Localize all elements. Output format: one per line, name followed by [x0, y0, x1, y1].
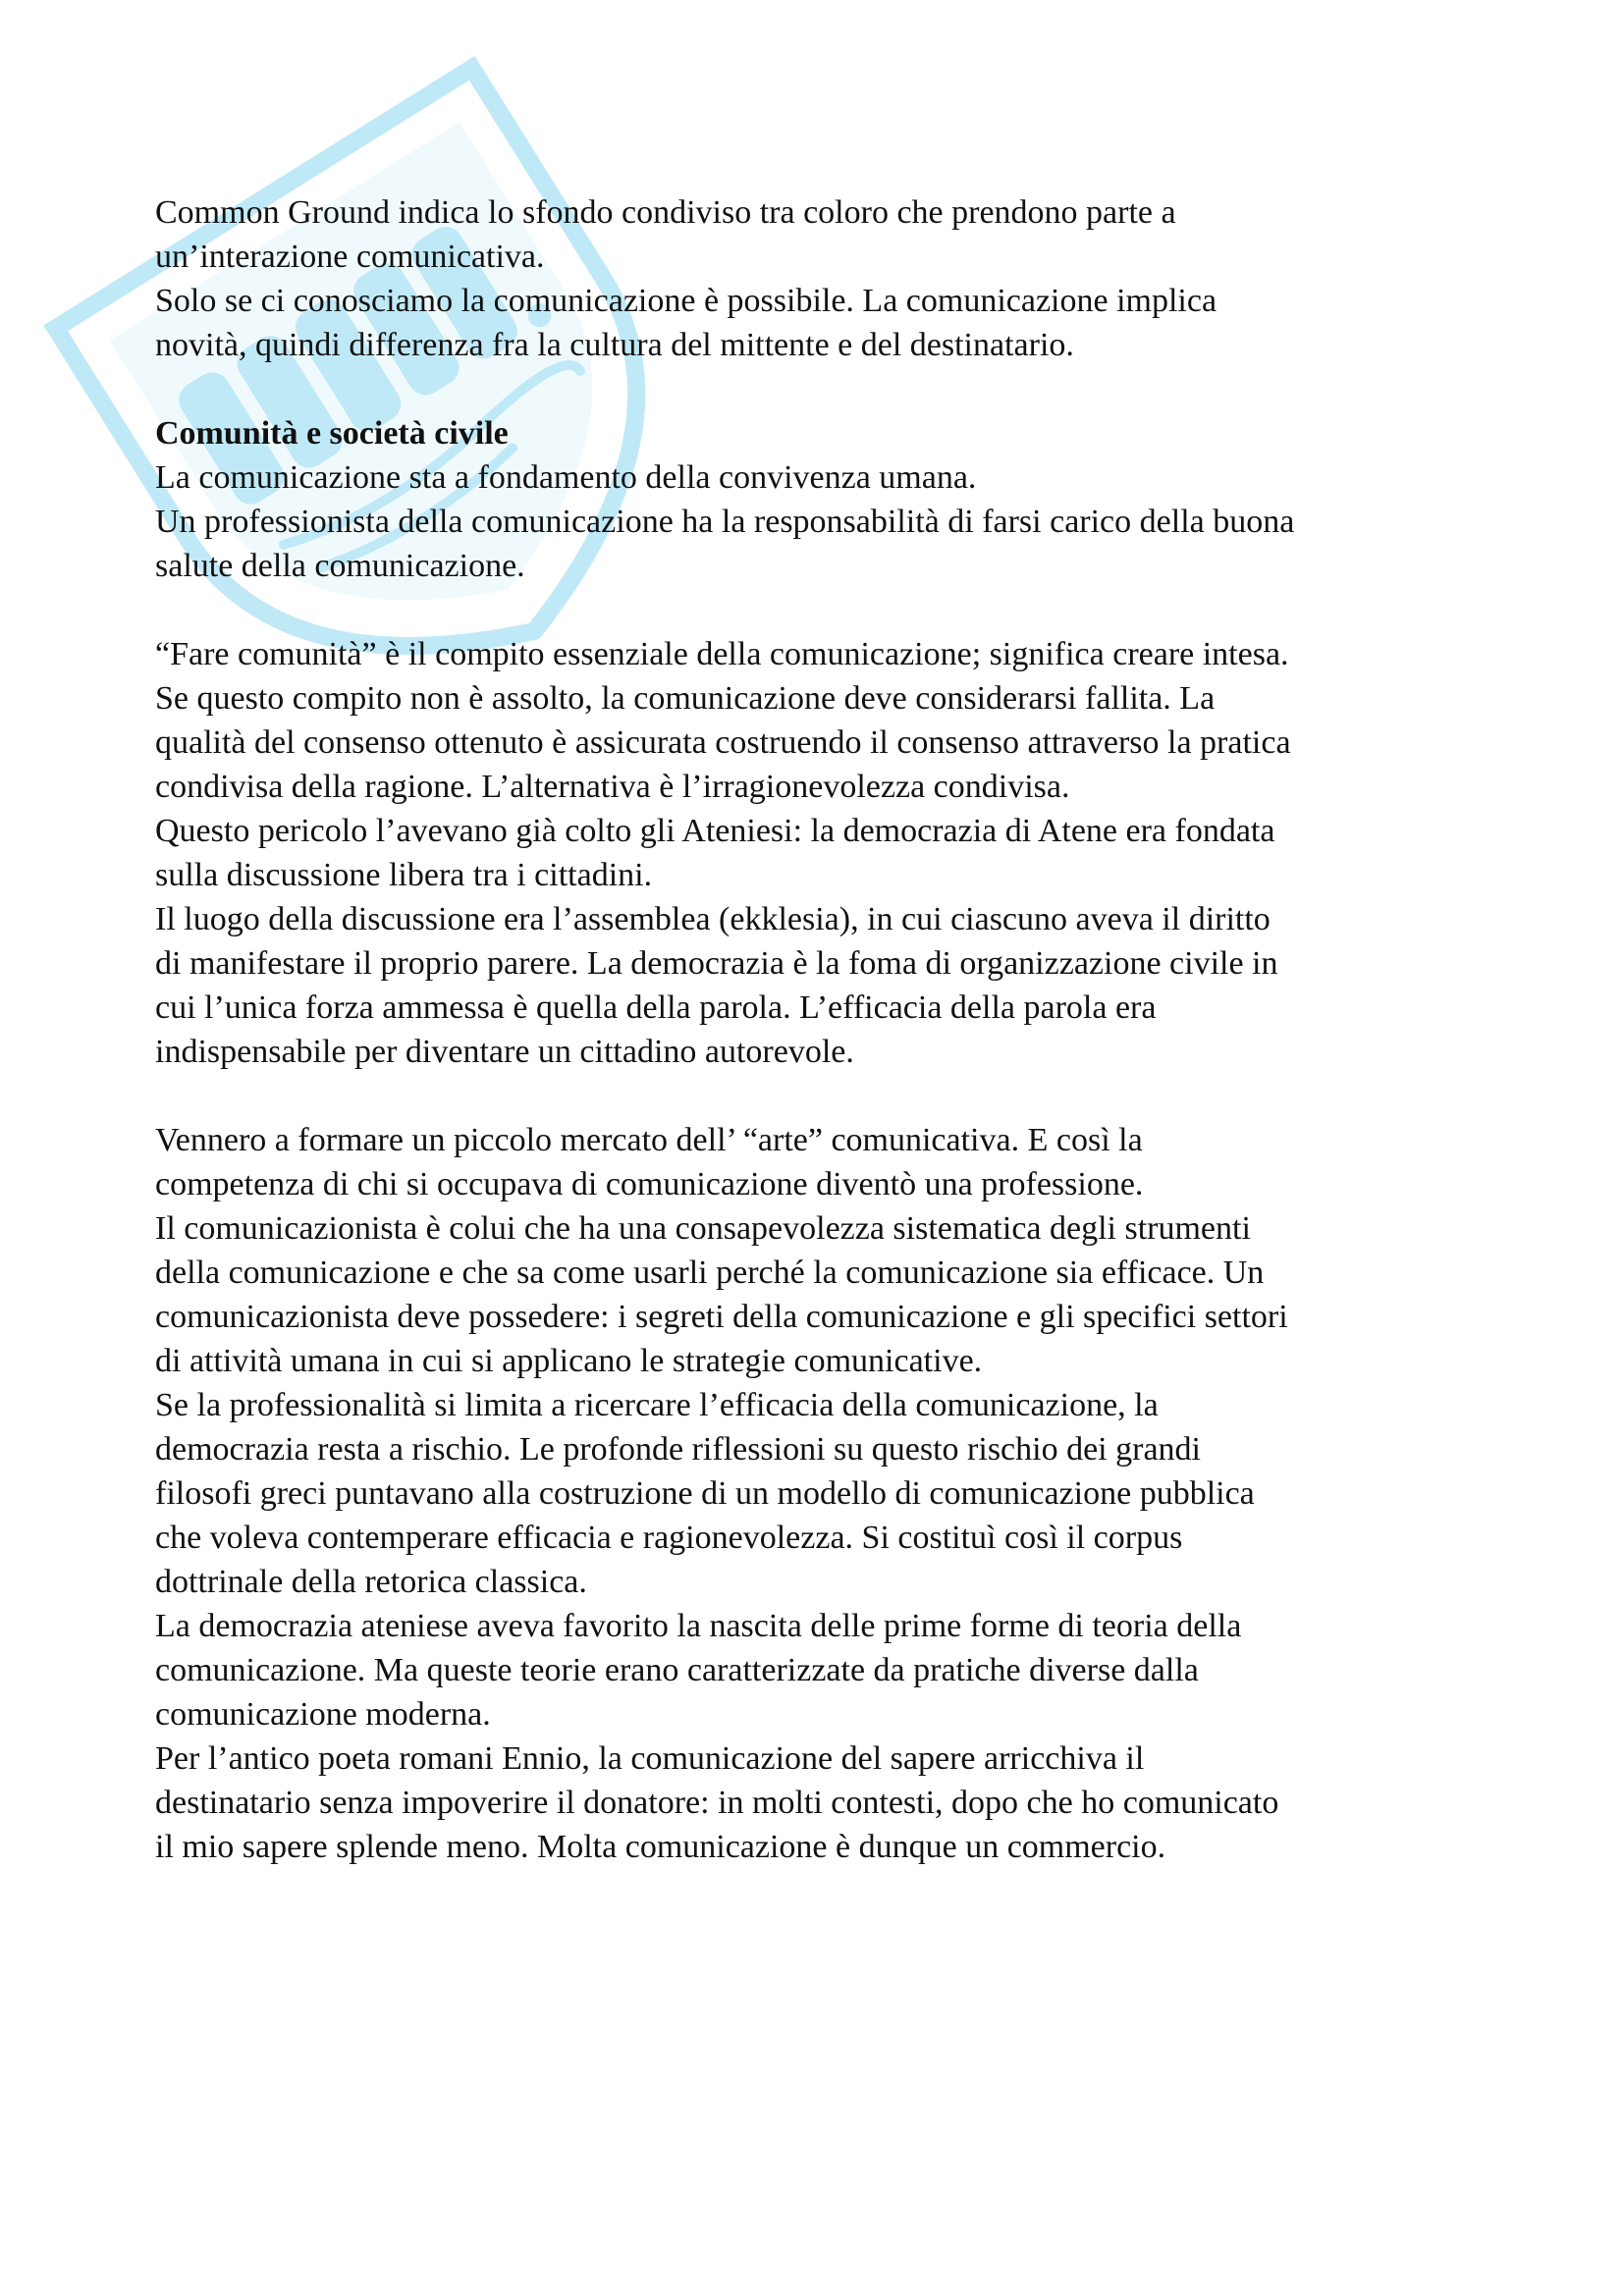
text-line: Questo pericolo l’avevano già colto gli Ateniesi: la democrazia di Atene era fondata [155, 813, 1275, 849]
text-line: Se la professionalità si limita a ricercare l’efficacia della comunicazione, la [155, 1387, 1159, 1423]
text-line: di manifestare il proprio parere. La democrazia è la foma di organizzazione civile in [155, 945, 1278, 982]
document-page [155, 190, 1490, 1913]
paragraph-fare-comunita [155, 632, 1490, 1074]
text-line: un’interazione comunicativa. [155, 239, 545, 275]
text-line: Per l’antico poeta romani Ennio, la comunicazione del sapere arricchiva il [155, 1740, 1145, 1777]
text-line: qualità del consenso ottenuto è assicurata costruendo il consenso attraverso la pratica [155, 724, 1291, 761]
text-line: filosofi greci puntavano alla costruzione di un modello di comunicazione pubblica [155, 1475, 1255, 1512]
text-line: che voleva contemperare efficacia e ragionevolezza. Si costituì così il corpus [155, 1520, 1183, 1556]
text-line: Il comunicazionista è colui che ha una consapevolezza sistematica degli strumenti [155, 1210, 1251, 1247]
text-line: “Fare comunità” è il compito essenziale della comunicazione; significa creare intesa. [155, 636, 1289, 672]
text-line: destinatario senza impoverire il donatore: in molti contesti, dopo che ho comunicato [155, 1785, 1279, 1821]
text-line: Un professionista della comunicazione ha la responsabilità di farsi carico della buona [155, 504, 1295, 540]
section-heading: Comunità e società civile [155, 415, 509, 452]
text-line: Vennero a formare un piccolo mercato dell’ “arte” comunicativa. E così la [155, 1122, 1143, 1158]
text-line: democrazia resta a rischio. Le profonde riflessioni su questo rischio dei grandi [155, 1431, 1201, 1468]
text-line: della comunicazione e che sa come usarli perché la comunicazione sia efficace. Un [155, 1255, 1265, 1291]
paragraph-common-ground [155, 190, 1490, 367]
text-line: comunicazione. Ma queste teorie erano caratterizzate da pratiche diverse dalla [155, 1652, 1199, 1688]
text-line: indispensabile per diventare un cittadino autorevole. [155, 1034, 854, 1070]
text-line: comunicazionista deve possedere: i segreti della comunicazione e gli specifici settori [155, 1299, 1288, 1335]
text-line: di attività umana in cui si applicano le strategie comunicative. [155, 1343, 983, 1379]
text-line: Il luogo della discussione era l’assemblea (ekklesia), in cui ciascuno aveva il diritto [155, 901, 1271, 937]
text-line: salute della comunicazione. [155, 548, 525, 584]
text-line: cui l’unica forza ammessa è quella della parola. L’efficacia della parola era [155, 989, 1157, 1026]
text-line: comunicazione moderna. [155, 1696, 491, 1733]
text-line: La comunicazione sta a fondamento della convivenza umana. [155, 459, 977, 496]
text-line: Solo se ci conosciamo la comunicazione è possibile. La comunicazione implica [155, 283, 1217, 319]
text-line: il mio sapere splende meno. Molta comunicazione è dunque un commercio. [155, 1829, 1166, 1865]
text-line: novità, quindi differenza fra la cultura del mittente e del destinatario. [155, 327, 1074, 363]
paragraph-mercato-arte-comunicativa [155, 1118, 1490, 1869]
text-line: La democrazia ateniese aveva favorito la nascita delle prime forme di teoria della [155, 1608, 1242, 1644]
text-line: dottrinale della retorica classica. [155, 1564, 587, 1600]
text-line: sulla discussione libera tra i cittadini. [155, 857, 653, 893]
text-line: Common Ground indica lo sfondo condiviso tra coloro che prendono parte a [155, 194, 1176, 231]
section-comunita-societa-civile [155, 411, 1490, 588]
text-line: condivisa della ragione. L’alternativa è l’irragionevolezza condivisa. [155, 769, 1070, 805]
text-line: competenza di chi si occupava di comunicazione diventò una professione. [155, 1166, 1144, 1202]
text-line: Se questo compito non è assolto, la comunicazione deve considerarsi fallita. La [155, 680, 1216, 717]
